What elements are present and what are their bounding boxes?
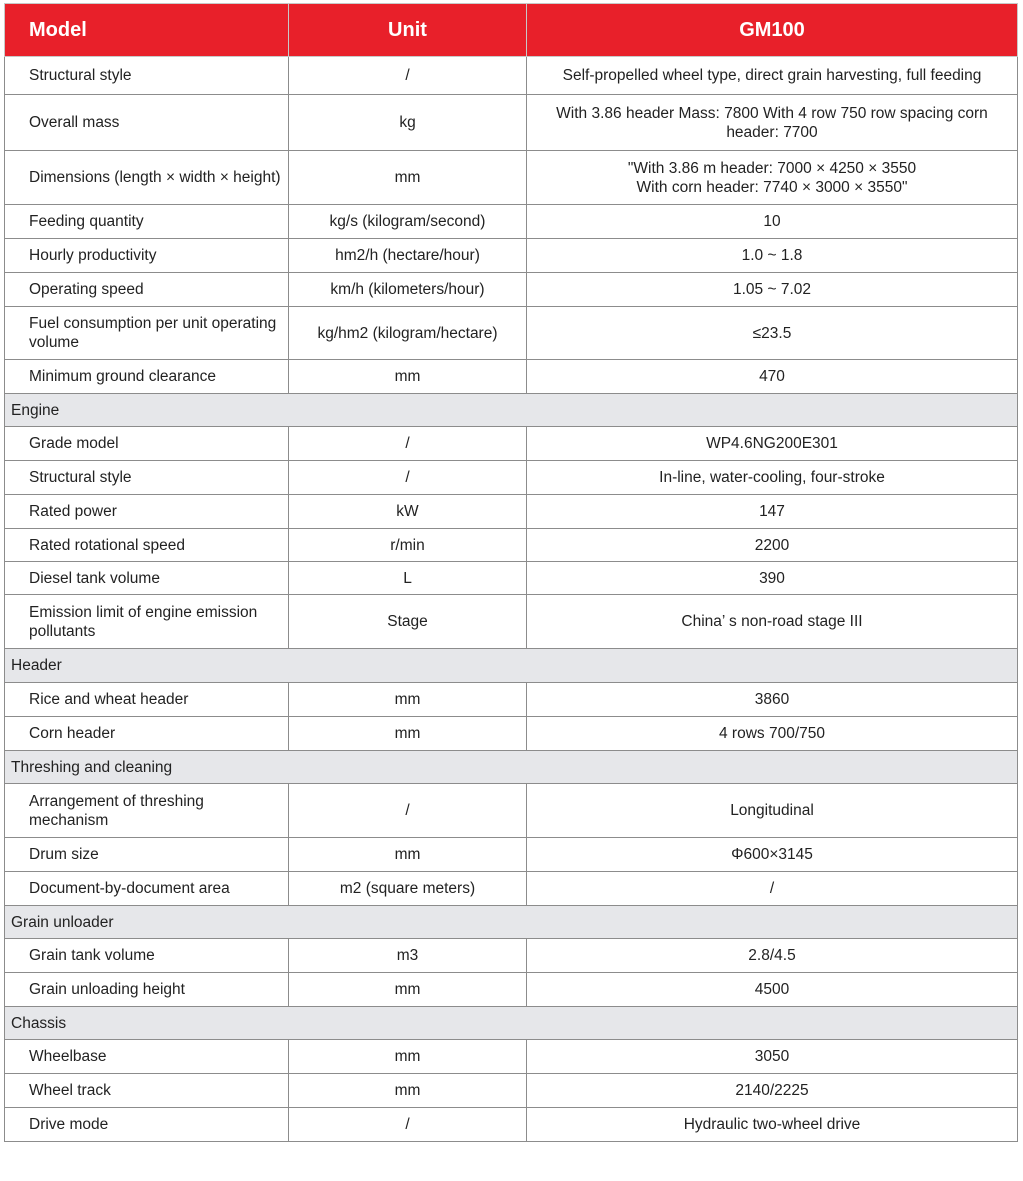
table-row [5,151,1018,205]
table-row [5,683,1018,717]
row-label: Drum size [5,838,289,872]
spec-table [4,3,1018,1142]
row-unit: mm [289,717,527,751]
row-unit: / [289,57,527,95]
section-row [5,649,1018,683]
table-row [5,939,1018,973]
table-row [5,495,1018,529]
row-value: In-line, water-cooling, four-stroke [527,461,1018,495]
header-row [5,4,1018,57]
row-label: Wheelbase [5,1040,289,1074]
row-label: Diesel tank volume [5,562,289,595]
row-label: Wheel track [5,1074,289,1108]
row-value: / [527,872,1018,906]
row-value: 1.0 ~ 1.8 [527,239,1018,273]
row-unit: m3 [289,939,527,973]
row-value: 147 [527,495,1018,529]
row-unit: kg [289,95,527,151]
table-row [5,1040,1018,1074]
row-value: WP4.6NG200E301 [527,427,1018,461]
row-label: Rated power [5,495,289,529]
row-label: Hourly productivity [5,239,289,273]
section-title: Threshing and cleaning [5,751,1018,784]
row-label: Overall mass [5,95,289,151]
header-unit: Unit [289,4,527,57]
table-row [5,1074,1018,1108]
row-label: Operating speed [5,273,289,307]
row-label: Dimensions (length × width × height) [5,151,289,205]
row-unit: m2 (square meters) [289,872,527,906]
row-unit: mm [289,151,527,205]
row-unit: kg/hm2 (kilogram/hectare) [289,307,527,360]
row-value: China’ s non-road stage III [527,595,1018,649]
row-unit: / [289,427,527,461]
row-value: ≤23.5 [527,307,1018,360]
table-row [5,562,1018,595]
row-label: Grain unloading height [5,973,289,1007]
row-label: Document-by-document area [5,872,289,906]
table-row [5,205,1018,239]
table-row [5,717,1018,751]
row-value: Φ600×3145 [527,838,1018,872]
row-unit: mm [289,1040,527,1074]
table-row [5,595,1018,649]
row-label: Arrangement of threshing mechanism [5,784,289,838]
row-unit: mm [289,838,527,872]
section-row [5,906,1018,939]
table-row [5,360,1018,394]
table-row [5,1108,1018,1142]
table-row [5,784,1018,838]
row-value: 3050 [527,1040,1018,1074]
row-value: Self-propelled wheel type, direct grain harvesting, full feeding [527,57,1018,95]
row-label: Structural style [5,461,289,495]
row-label: Emission limit of engine emission pollutants [5,595,289,649]
section-row [5,751,1018,784]
row-label: Rice and wheat header [5,683,289,717]
row-value: 4500 [527,973,1018,1007]
table-row [5,838,1018,872]
row-value: 2.8/4.5 [527,939,1018,973]
row-value: 470 [527,360,1018,394]
row-label: Minimum ground clearance [5,360,289,394]
row-unit: Stage [289,595,527,649]
row-label: Corn header [5,717,289,751]
row-unit: kW [289,495,527,529]
row-unit: mm [289,973,527,1007]
row-value: Hydraulic two-wheel drive [527,1108,1018,1142]
section-row [5,1007,1018,1040]
row-label: Grain tank volume [5,939,289,973]
row-label: Structural style [5,57,289,95]
section-title: Engine [5,394,1018,427]
row-unit: mm [289,1074,527,1108]
row-value: 4 rows 700/750 [527,717,1018,751]
row-value: "With 3.86 m header: 7000 × 4250 × 3550 With corn header: 7740 × 3000 × 3550" [527,151,1018,205]
row-label: Grade model [5,427,289,461]
row-unit: r/min [289,529,527,562]
table-row [5,872,1018,906]
table-row [5,273,1018,307]
row-unit: hm2/h (hectare/hour) [289,239,527,273]
table-row [5,57,1018,95]
row-value: 10 [527,205,1018,239]
row-label: Drive mode [5,1108,289,1142]
table-row [5,95,1018,151]
row-value: 2200 [527,529,1018,562]
table-body [5,57,1018,1142]
table-row [5,529,1018,562]
row-unit: L [289,562,527,595]
row-unit: / [289,784,527,838]
header-gm100: GM100 [527,4,1018,57]
row-unit: mm [289,683,527,717]
table-row [5,239,1018,273]
row-label: Feeding quantity [5,205,289,239]
row-value: With 3.86 header Mass: 7800 With 4 row 750 row spacing corn header: 7700 [527,95,1018,151]
section-title: Grain unloader [5,906,1018,939]
header-model: Model [5,4,289,57]
section-title: Chassis [5,1007,1018,1040]
row-label: Rated rotational speed [5,529,289,562]
row-unit: km/h (kilometers/hour) [289,273,527,307]
table-row [5,427,1018,461]
row-value: 1.05 ~ 7.02 [527,273,1018,307]
row-unit: kg/s (kilogram/second) [289,205,527,239]
row-value: 3860 [527,683,1018,717]
table-row [5,307,1018,360]
section-title: Header [5,649,1018,683]
table-row [5,461,1018,495]
row-value: 2140/2225 [527,1074,1018,1108]
row-value: 390 [527,562,1018,595]
section-row [5,394,1018,427]
row-label: Fuel consumption per unit operating volume [5,307,289,360]
table-header [5,4,1018,57]
table-row [5,973,1018,1007]
row-unit: / [289,1108,527,1142]
row-value: Longitudinal [527,784,1018,838]
row-unit: / [289,461,527,495]
row-unit: mm [289,360,527,394]
